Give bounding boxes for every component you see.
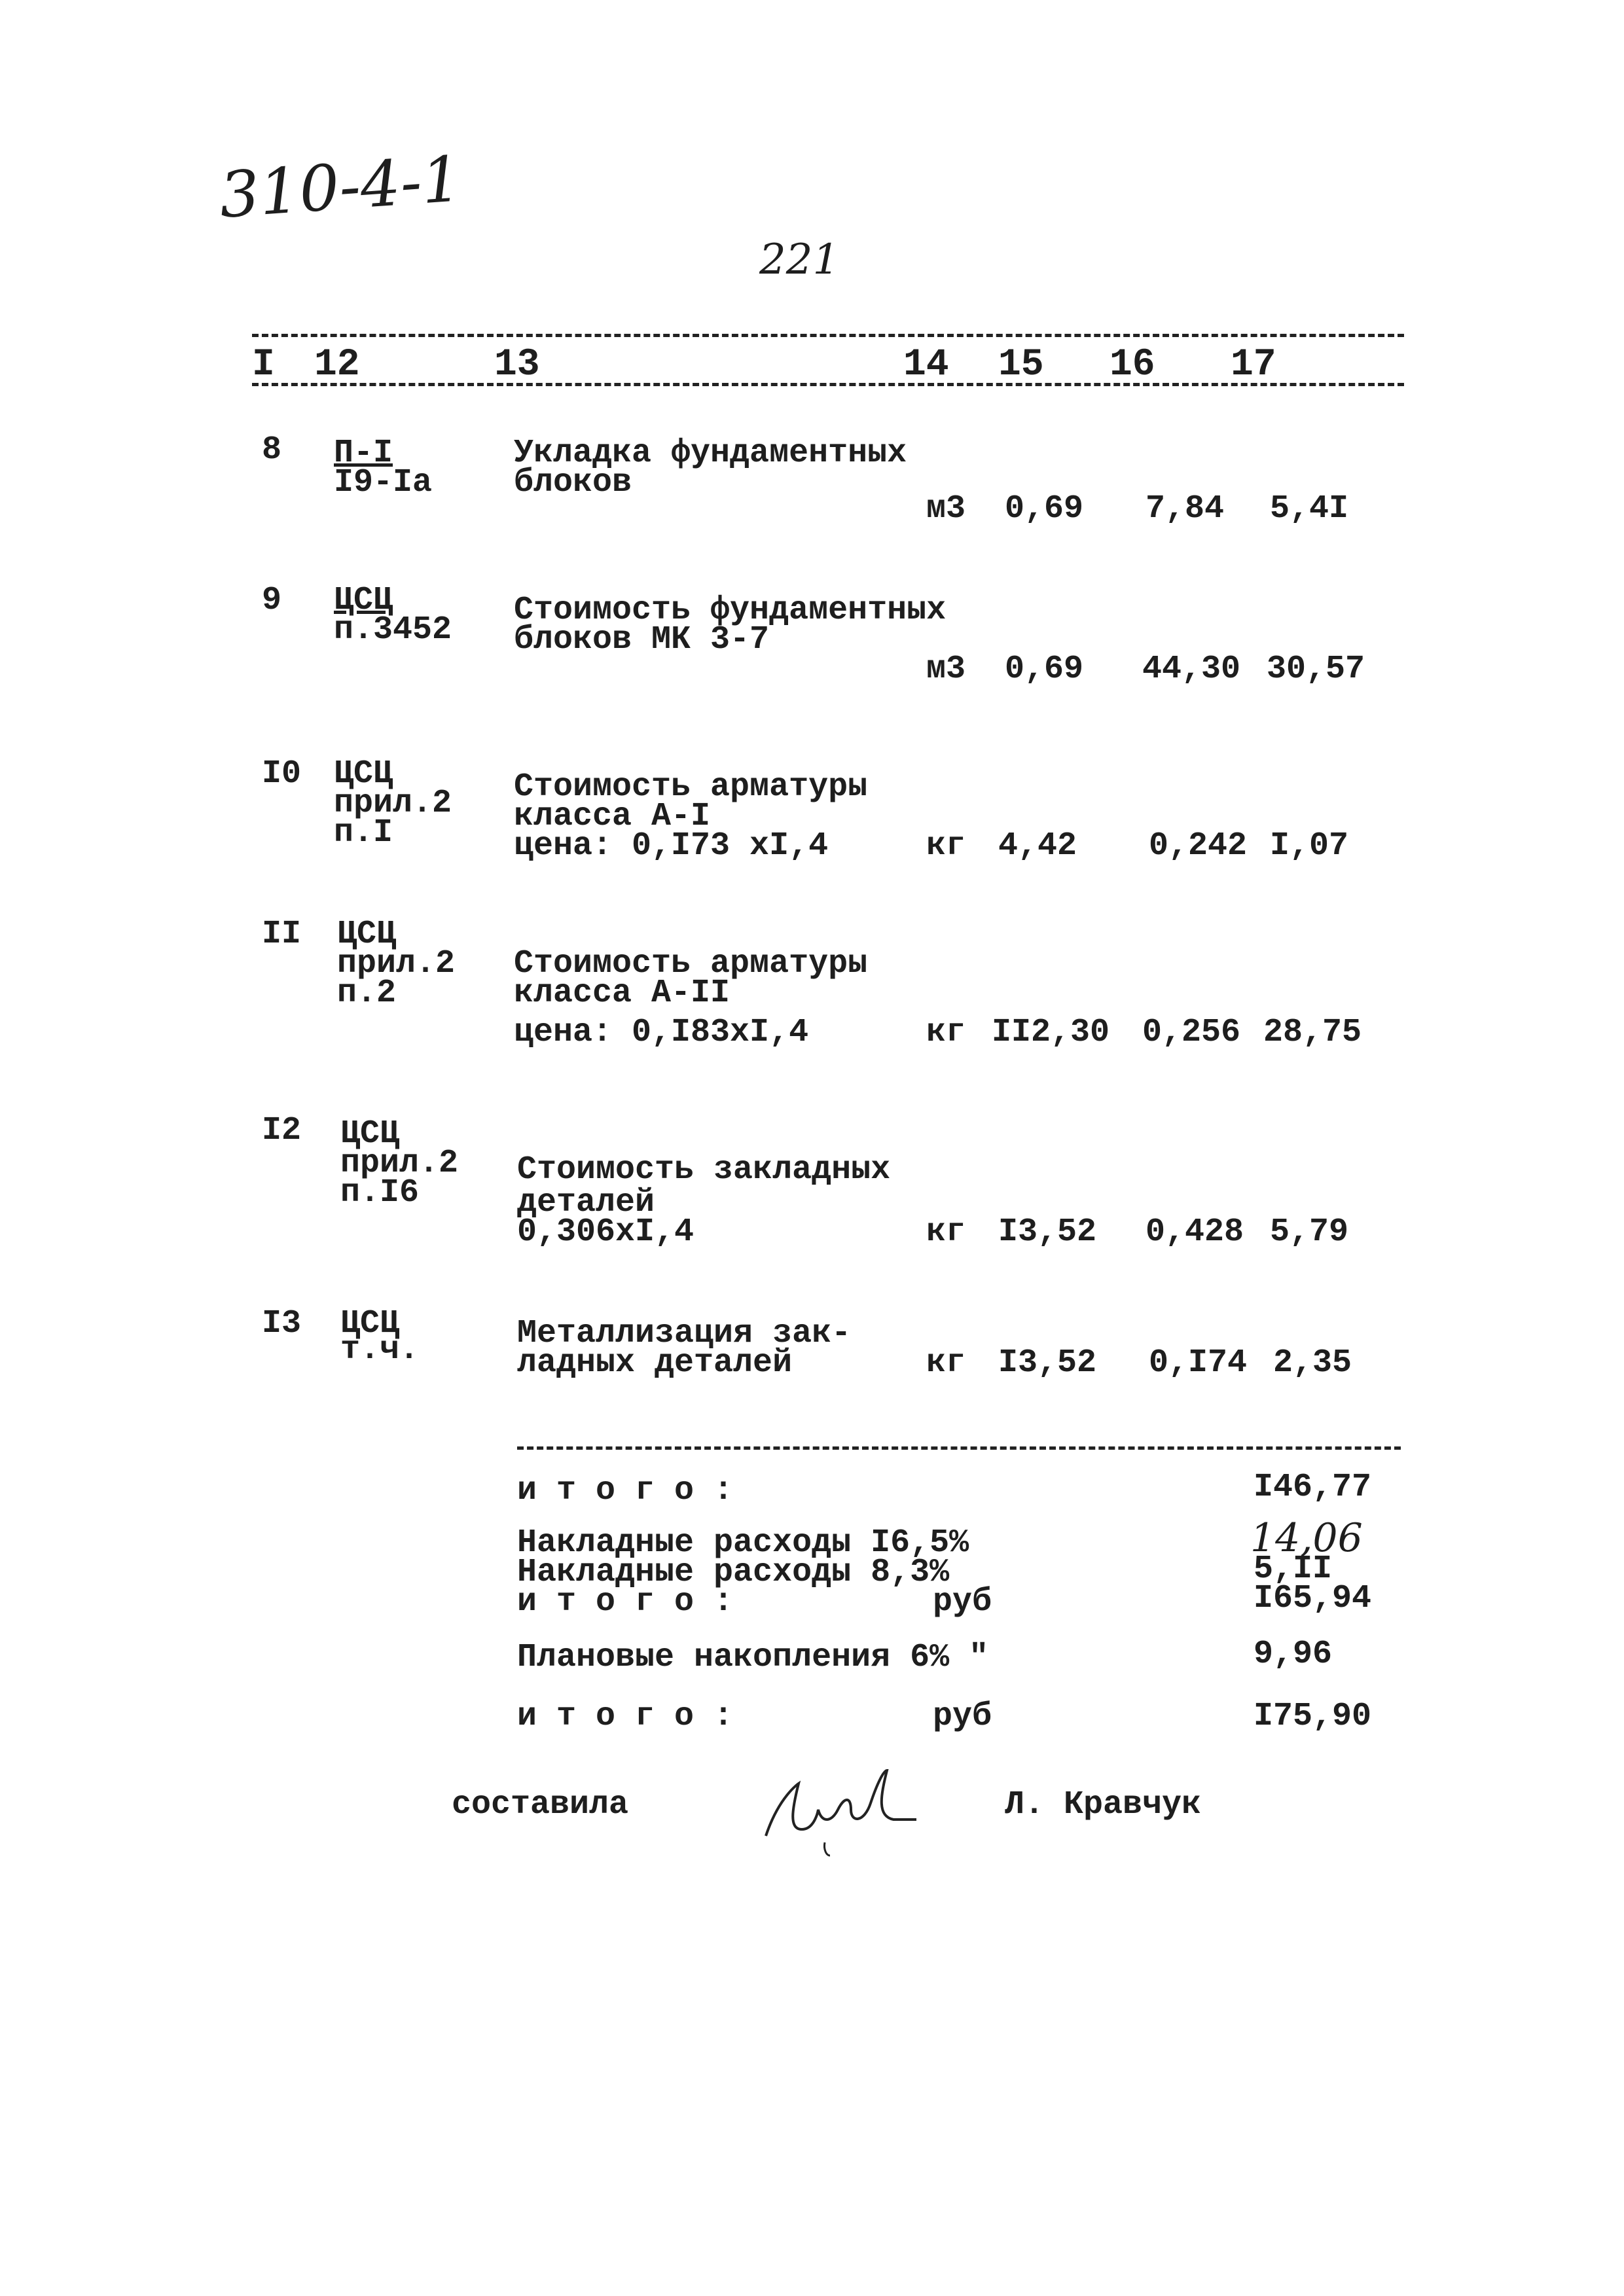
col-header-4: 14 (903, 344, 949, 386)
row-total: 30,57 (1267, 651, 1365, 688)
row-unit: м3 (926, 490, 966, 528)
page-number: 221 (759, 236, 840, 284)
header-top-rule (252, 334, 1404, 337)
row-desc-line: Стоимость фундаментных (514, 592, 947, 629)
itogo-value: I65,94 (1254, 1580, 1372, 1617)
overhead-label: Накладные расходы I6,5% (517, 1524, 969, 1562)
row-price: 44,30 (1142, 651, 1241, 688)
col-header-2: 12 (314, 344, 360, 386)
plan-value: 9,96 (1254, 1636, 1333, 1673)
row-total: 2,35 (1273, 1344, 1352, 1382)
row-basis-line: т.ч. (340, 1331, 420, 1369)
overhead-value: 5,II (1254, 1551, 1333, 1588)
row-basis-line: ЦСЦ (340, 1305, 400, 1342)
row-basis-line: п.I (334, 814, 393, 852)
row-unit: кг (926, 1344, 966, 1382)
composed-label: составила (452, 1786, 629, 1823)
itogo-value: I75,90 (1254, 1698, 1372, 1735)
row-basis-line: п.2 (337, 975, 397, 1012)
row-qty: I3,52 (998, 1213, 1097, 1251)
itogo-label: и т о г о : (517, 1472, 734, 1509)
row-desc-line: класса А-I (514, 798, 711, 835)
row-unit: м3 (926, 651, 966, 688)
row-qty: 0,69 (1005, 490, 1084, 528)
row-number: I3 (262, 1305, 302, 1342)
summary-rule (517, 1446, 1401, 1450)
row-desc-line: блоков (514, 464, 632, 501)
row-qty: 0,69 (1005, 651, 1084, 688)
row-basis-line: ЦСЦ (337, 916, 397, 953)
row-basis-line: I9-Iа (334, 464, 433, 501)
col-header-3: 13 (494, 344, 540, 386)
row-unit: кг (926, 1014, 966, 1051)
row-desc-line: Укладка фундаментных (514, 435, 907, 472)
row-number: 8 (262, 431, 282, 469)
itogo-label: и т о г о : (517, 1698, 734, 1735)
row-desc-line: цена: 0,I73 хI,4 (514, 827, 829, 865)
row-basis-line: ЦСЦ (334, 755, 393, 793)
row-desc-line: блоков МК 3-7 (514, 621, 770, 658)
row-qty: I3,52 (998, 1344, 1097, 1382)
overhead-label: Накладные расходы 8,3% (517, 1554, 950, 1591)
itogo-value: I46,77 (1254, 1469, 1372, 1506)
row-desc-line: деталей (517, 1184, 655, 1221)
row-basis-line: п.I6 (340, 1174, 420, 1211)
itogo-label: и т о г о : (517, 1583, 734, 1621)
row-total: 28,75 (1263, 1014, 1362, 1051)
handwritten-code: 310-4-1 (217, 142, 464, 232)
row-price: 0,I74 (1149, 1344, 1248, 1382)
row-price: 0,428 (1146, 1213, 1244, 1251)
row-basis-line: прил.2 (337, 945, 456, 982)
plan-label: Плановые накопления 6% " (517, 1639, 989, 1676)
row-basis-line: П-I (334, 435, 393, 472)
row-desc-line: цена: 0,I83хI,4 (514, 1014, 809, 1051)
row-basis-line: ЦСЦ (340, 1115, 400, 1153)
row-desc-line: ладных деталей (517, 1344, 793, 1382)
row-desc-line: Металлизация зак- (517, 1315, 852, 1352)
row-unit: кг (926, 827, 966, 865)
row-basis-line: прил.2 (340, 1145, 459, 1182)
row-total: 5,79 (1270, 1213, 1349, 1251)
row-desc-line: Стоимость арматуры (514, 768, 868, 806)
row-total: 5,4I (1270, 490, 1349, 528)
row-desc-line: класса А-II (514, 975, 731, 1012)
col-header-5: 15 (998, 344, 1044, 386)
row-price: 0,256 (1142, 1014, 1241, 1051)
row-unit: кг (926, 1213, 966, 1251)
signature (753, 1757, 923, 1862)
col-header-7: 17 (1231, 344, 1276, 386)
row-basis-line: п.3452 (334, 611, 452, 649)
header-bottom-rule (252, 383, 1404, 386)
overhead-value-handwritten: 14,06 (1250, 1515, 1363, 1561)
signer-name: Л. Кравчук (1005, 1786, 1202, 1823)
row-number: II (262, 916, 302, 953)
row-desc-line: 0,306хI,4 (517, 1213, 695, 1251)
col-header-1: I (252, 344, 275, 386)
row-basis-line: прил.2 (334, 785, 452, 822)
row-number: I2 (262, 1112, 302, 1149)
row-desc-line: Стоимость закладных (517, 1151, 891, 1189)
itogo-unit: руб (933, 1583, 992, 1621)
itogo-unit: руб (933, 1698, 992, 1735)
row-desc-line: Стоимость арматуры (514, 945, 868, 982)
row-qty: 4,42 (998, 827, 1077, 865)
row-number: I0 (262, 755, 302, 793)
row-qty: II2,30 (992, 1014, 1110, 1051)
row-price: 0,242 (1149, 827, 1248, 865)
row-total: I,07 (1270, 827, 1349, 865)
row-number: 9 (262, 582, 282, 619)
row-basis-line: ЦСЦ (334, 582, 393, 619)
col-header-6: 16 (1110, 344, 1155, 386)
row-price: 7,84 (1146, 490, 1225, 528)
